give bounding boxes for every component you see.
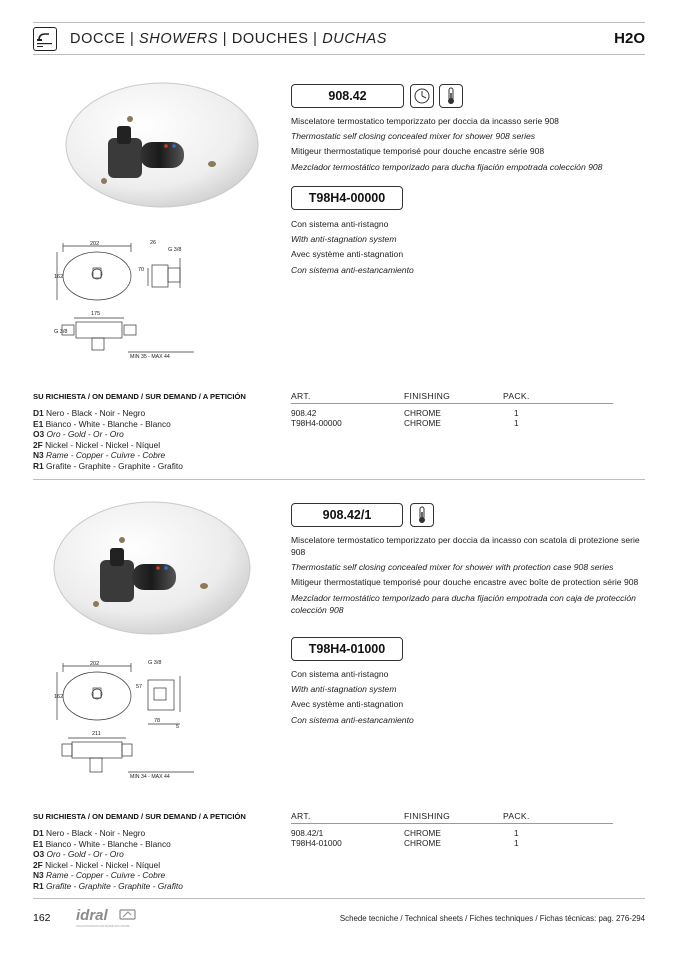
- title-it: DOCCE: [70, 31, 126, 47]
- product-photo: [50, 498, 254, 638]
- desc-fr: Mitigeur thermostatique temporisé pour douche encastre série 908: [291, 146, 545, 157]
- thermostat-icon: [439, 84, 463, 108]
- dim-offset: 70: [138, 267, 145, 273]
- col-pack: PACK.: [503, 391, 530, 401]
- dim-height: 162: [54, 694, 64, 700]
- variant-it: Con sistema anti-ristagno: [291, 219, 389, 229]
- title-fr: DOUCHES: [231, 31, 309, 47]
- desc-en: Thermostatic self closing concealed mixer for shower with protection case 908 series: [291, 562, 614, 573]
- on-request-list: [33, 408, 183, 472]
- dim-min-max: MIN 35 - MAX 44: [130, 354, 170, 360]
- product-code: 908.42/1: [291, 503, 403, 527]
- desc-fr: Mitigeur thermostatique temporisé pour douche encastre avec boîte de protection série 908: [291, 577, 639, 588]
- variant-it: Con sistema anti-ristagno: [291, 669, 389, 679]
- section-divider: [33, 479, 645, 480]
- title-sep: |: [130, 31, 135, 47]
- table-header-rule: [291, 823, 613, 824]
- finish-option: O3 Oro - Gold - Or - Oro: [33, 849, 124, 860]
- brand-h2o: H2O: [614, 30, 645, 47]
- brand-wordmark: idral: [76, 907, 108, 924]
- title-en: SHOWERS: [139, 31, 219, 47]
- page-number: 162: [33, 912, 51, 924]
- variant-fr: Avec système anti-stagnation: [291, 249, 404, 260]
- technical-drawing: [54, 658, 204, 780]
- dim-side-thread: G 3/8: [54, 329, 68, 335]
- title-es: DUCHAS: [322, 31, 388, 47]
- col-finishing: FINISHING: [404, 391, 451, 401]
- finish-option: 2F Nickel - Nickel - Nickel - Níquel: [33, 439, 161, 450]
- finish-option: 2F Nickel - Nickel - Nickel - Níquel: [33, 859, 161, 870]
- table-row: 1 1: [514, 828, 519, 849]
- variant-en: With anti-stagnation system: [291, 234, 397, 245]
- technical-drawing: [54, 238, 204, 360]
- dim-thread: G 3/8: [168, 247, 182, 253]
- finish-option: D1 Nero - Black - Noir - Negro: [33, 408, 146, 418]
- on-request-title: SU RICHIESTA / ON DEMAND / SUR DEMAND / A PETICIÓN: [33, 392, 246, 401]
- desc-it: Miscelatore termostatico temporizzato per doccia da incasso serie 908: [291, 116, 559, 126]
- product-photo: [62, 80, 262, 210]
- dim-thread: G 3/8: [148, 660, 162, 666]
- product-description: [291, 115, 646, 176]
- col-finishing: FINISHING: [404, 811, 451, 821]
- dim-depth: 78: [154, 718, 161, 724]
- brand-tagline: ITALIAN PASSION FOR WATER SOLUTIONS: [76, 925, 130, 928]
- thermostat-icon: [410, 503, 434, 527]
- finish-option: O3 Oro - Gold - Or - Oro: [33, 429, 124, 440]
- dim-flange: 5: [176, 724, 180, 730]
- desc-it: Miscelatore termostatico temporizzato per doccia da incasso con scatola di protezione serie 908: [291, 535, 640, 557]
- finish-option: E1 Bianco - White - Blanche - Blanco: [33, 838, 171, 849]
- on-request-list: [33, 828, 183, 892]
- brand-logo: [76, 907, 142, 934]
- timer-icon: [410, 84, 434, 108]
- technical-sheets-note: Schede tecniche / Technical sheets / Fiches techniques / Fichas técnicas: pag. 276-294: [339, 914, 645, 923]
- desc-es: Mezclador termostático temporizado para ducha fijación empotrada colección 908: [291, 161, 603, 172]
- variant-en: With anti-stagnation system: [291, 684, 397, 695]
- dim-width: 202: [90, 241, 100, 247]
- dim-body: 211: [92, 731, 101, 737]
- col-art: ART.: [291, 811, 311, 821]
- dim-body: 175: [91, 311, 101, 317]
- finish-option: R1 Grafite - Graphite - Graphite - Grafito: [33, 880, 183, 891]
- header-top-rule: [33, 22, 645, 23]
- finish-option: R1 Grafite - Graphite - Graphite - Grafito: [33, 460, 183, 471]
- shower-icon: [33, 27, 57, 51]
- title-sep: |: [313, 31, 318, 47]
- footer-rule: [33, 898, 645, 899]
- page-title: [70, 31, 387, 47]
- variant-code: T98H4-00000: [291, 186, 403, 210]
- finish-option: E1 Bianco - White - Blanche - Blanco: [33, 418, 171, 429]
- variant-fr: Avec système anti-stagnation: [291, 699, 404, 710]
- dim-min-max: MIN 34 - MAX 44: [130, 774, 170, 780]
- finish-option: N3 Rame - Copper - Cuivre - Cobre: [33, 450, 166, 461]
- header-bottom-rule: [33, 54, 645, 55]
- table-row: CHROME CHROME: [404, 828, 441, 849]
- dim-height: 162: [54, 274, 64, 280]
- on-request-title: SU RICHIESTA / ON DEMAND / SUR DEMAND / A PETICIÓN: [33, 812, 246, 821]
- variant-description: [291, 668, 646, 729]
- variant-es: Con sistema anti-estancamiento: [291, 714, 414, 725]
- title-sep: |: [222, 31, 228, 47]
- table-row: CHROME CHROME: [404, 408, 441, 429]
- finish-option: N3 Rame - Copper - Cuivre - Cobre: [33, 870, 166, 881]
- table-row: 908.42 T98H4-00000: [291, 408, 342, 429]
- desc-en: Thermostatic self closing concealed mixer for shower 908 series: [291, 131, 536, 142]
- dim-depth: 26: [150, 240, 157, 246]
- product-code: 908.42: [291, 84, 404, 108]
- col-pack: PACK.: [503, 811, 530, 821]
- finish-option: D1 Nero - Black - Noir - Negro: [33, 828, 146, 838]
- table-row: 908.42/1 T98H4-01000: [291, 828, 342, 849]
- variant-description: [291, 218, 646, 279]
- table-row: 1 1: [514, 408, 519, 429]
- variant-code: T98H4-01000: [291, 637, 403, 661]
- variant-es: Con sistema anti-estancamiento: [291, 264, 414, 275]
- desc-es: Mezclador termostático temporizado para ducha fijación empotrada con caja de protección colección 908: [291, 592, 636, 615]
- col-art: ART.: [291, 391, 311, 401]
- dim-width: 202: [90, 661, 100, 667]
- dim-offset: 57: [136, 684, 143, 690]
- product-description: [291, 534, 649, 619]
- table-header-rule: [291, 403, 613, 404]
